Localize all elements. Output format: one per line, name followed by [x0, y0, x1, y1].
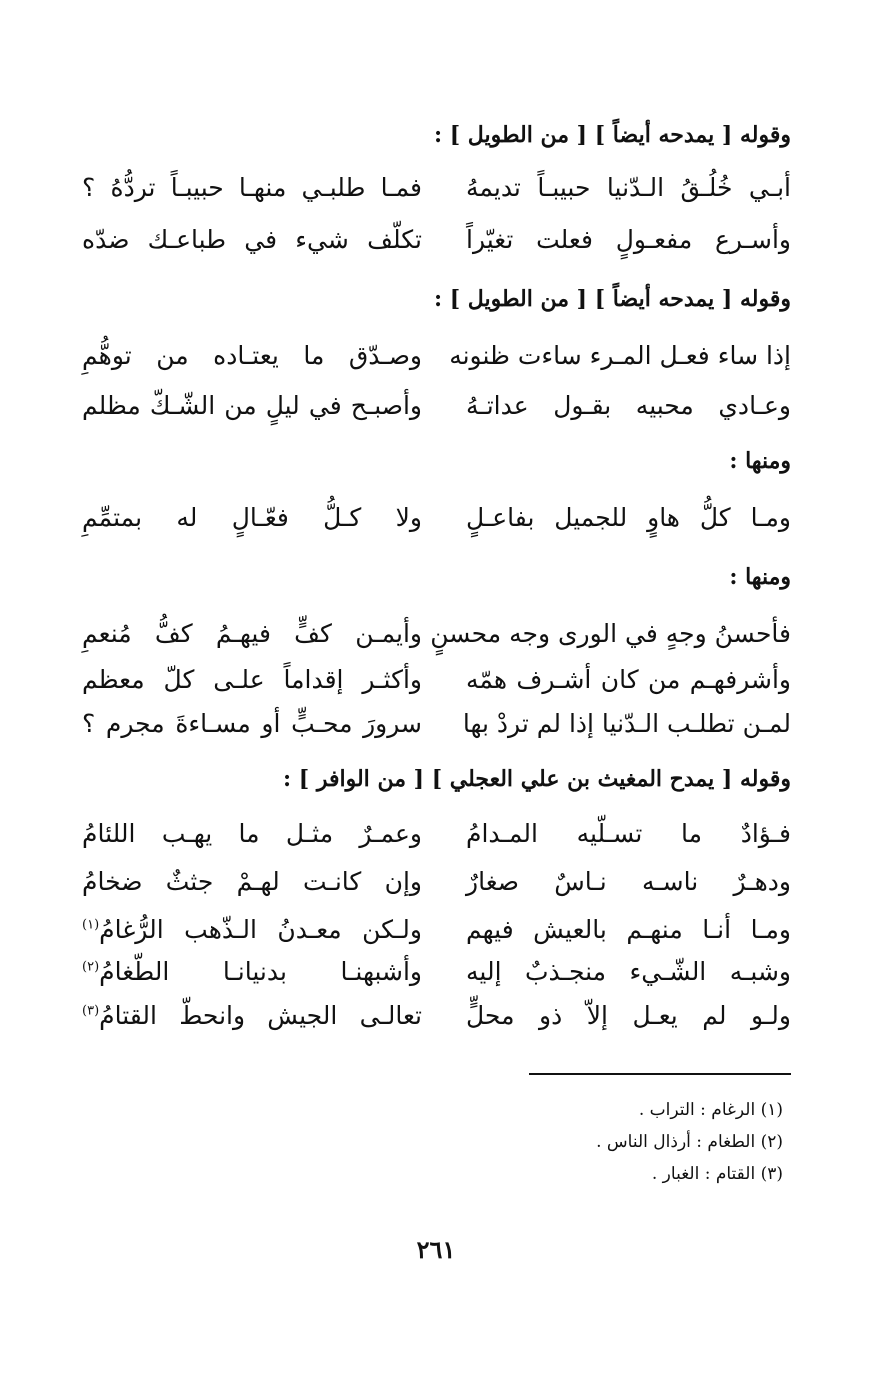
verse-first-hemistich: ومـا أنـا منهـم بالعيش فيهم	[466, 915, 791, 944]
verse-text: وأشبهنـا بدنيانـا الطّغامُ	[99, 957, 422, 986]
footnote: (٢) الطغام : أرذال الناس .	[596, 1132, 783, 1152]
footnote: (٣) القتام : الغبار .	[651, 1164, 783, 1184]
verse-second-hemistich: تكلّف شيء في طباعـك ضدّه	[82, 225, 422, 254]
verse-second-hemistich: وإن كانـت لهـمْ جثثٌ ضخامُ	[82, 867, 422, 896]
verse-second-hemistich: ولا كـلُّ فعّـالٍ له بمتمِّمِ	[82, 503, 422, 532]
verse-second-hemistich: وعمـرٌ مثـل ما يهـب اللئامُ	[82, 819, 422, 848]
verse-second-hemistich-with-note	[82, 912, 422, 948]
verse-second-hemistich: وصـدّق ما يعتـاده من توهُّمِ	[82, 341, 422, 370]
verse-first-hemistich: وعـادي محبيه بقـول عداتـهُ	[466, 391, 791, 420]
verse-second-hemistich-with-note	[82, 954, 422, 990]
page-number: ٢٦١	[416, 1235, 456, 1264]
verse-first-hemistich: ومـا كلُّ هاوٍ للجميل بفاعـلٍ	[466, 503, 791, 532]
section-heading: ومنها :	[729, 448, 791, 474]
verse-second-hemistich: وأكثـر إقداماً علـى كلّ معظم	[82, 665, 422, 694]
section-heading: وقوله [ يمدحه أيضاً ] [ من الطويل ] :	[433, 122, 791, 148]
section-heading: وقوله [ يمدحه أيضاً ] [ من الطويل ] :	[433, 286, 791, 312]
verse-second-hemistich: سرورَ محـبٍّ أو مسـاءةَ مجرم ؟	[82, 709, 422, 738]
verse-second-hemistich: وأيمـن كفٍّ فيهـمُ كفُّ مُنعمِ	[82, 619, 422, 648]
verse-text: ولـكن معـدنُ الـذّهب الرُّغامُ	[99, 915, 422, 944]
verse-first-hemistich: ودهـرٌ ناسـه نـاسٌ صغارٌ	[466, 867, 791, 896]
footnote-marker: (١)	[82, 917, 100, 933]
verse-first-hemistich: وأسـرع مفعـولٍ فعلت تغيّراً	[466, 225, 791, 254]
verse-first-hemistich: فأحسنُ وجهٍ في الورى وجه محسنٍ	[430, 619, 791, 648]
section-heading: ومنها :	[729, 564, 791, 590]
verse-second-hemistich: وأصبـح في ليلٍ من الشّـكّ مظلم	[82, 391, 422, 420]
verse-first-hemistich: أبـي خُلُـقُ الـدّنيا حبيبـاً تديمهُ	[466, 173, 791, 202]
verse-text: تعالـى الجيش وانحطّ القتامُ	[99, 1001, 422, 1030]
footnote-divider	[529, 1073, 791, 1075]
section-heading: وقوله [ يمدح المغيث بن علي العجلي ] [ من الوافر ] :	[283, 766, 791, 792]
verse-second-hemistich-with-note	[82, 998, 422, 1034]
verse-first-hemistich: وشبـه الشّـيء منجـذبٌ إليه	[466, 957, 791, 986]
verse-first-hemistich: لمـن تطلـب الـدّنيا إذا لم تردْ بها	[462, 709, 791, 738]
footnote-marker: (٣)	[82, 1003, 100, 1019]
verse-first-hemistich: فـؤادٌ ما تسـلّيه المـدامُ	[466, 819, 791, 848]
verse-first-hemistich: ولـو لم يعـل إلاّ ذو محلٍّ	[466, 1001, 791, 1030]
footnote-marker: (٢)	[82, 959, 100, 975]
verse-second-hemistich: فمـا طلبـي منهـا حبيبـاً تردُّهُ ؟	[82, 173, 422, 202]
footnote: (١) الرغام : التراب .	[638, 1100, 783, 1120]
verse-first-hemistich: وأشرفهـم من كان أشـرف همّه	[466, 665, 791, 694]
verse-first-hemistich: إذا ساء فعـل المـرء ساءت ظنونه	[449, 341, 791, 370]
